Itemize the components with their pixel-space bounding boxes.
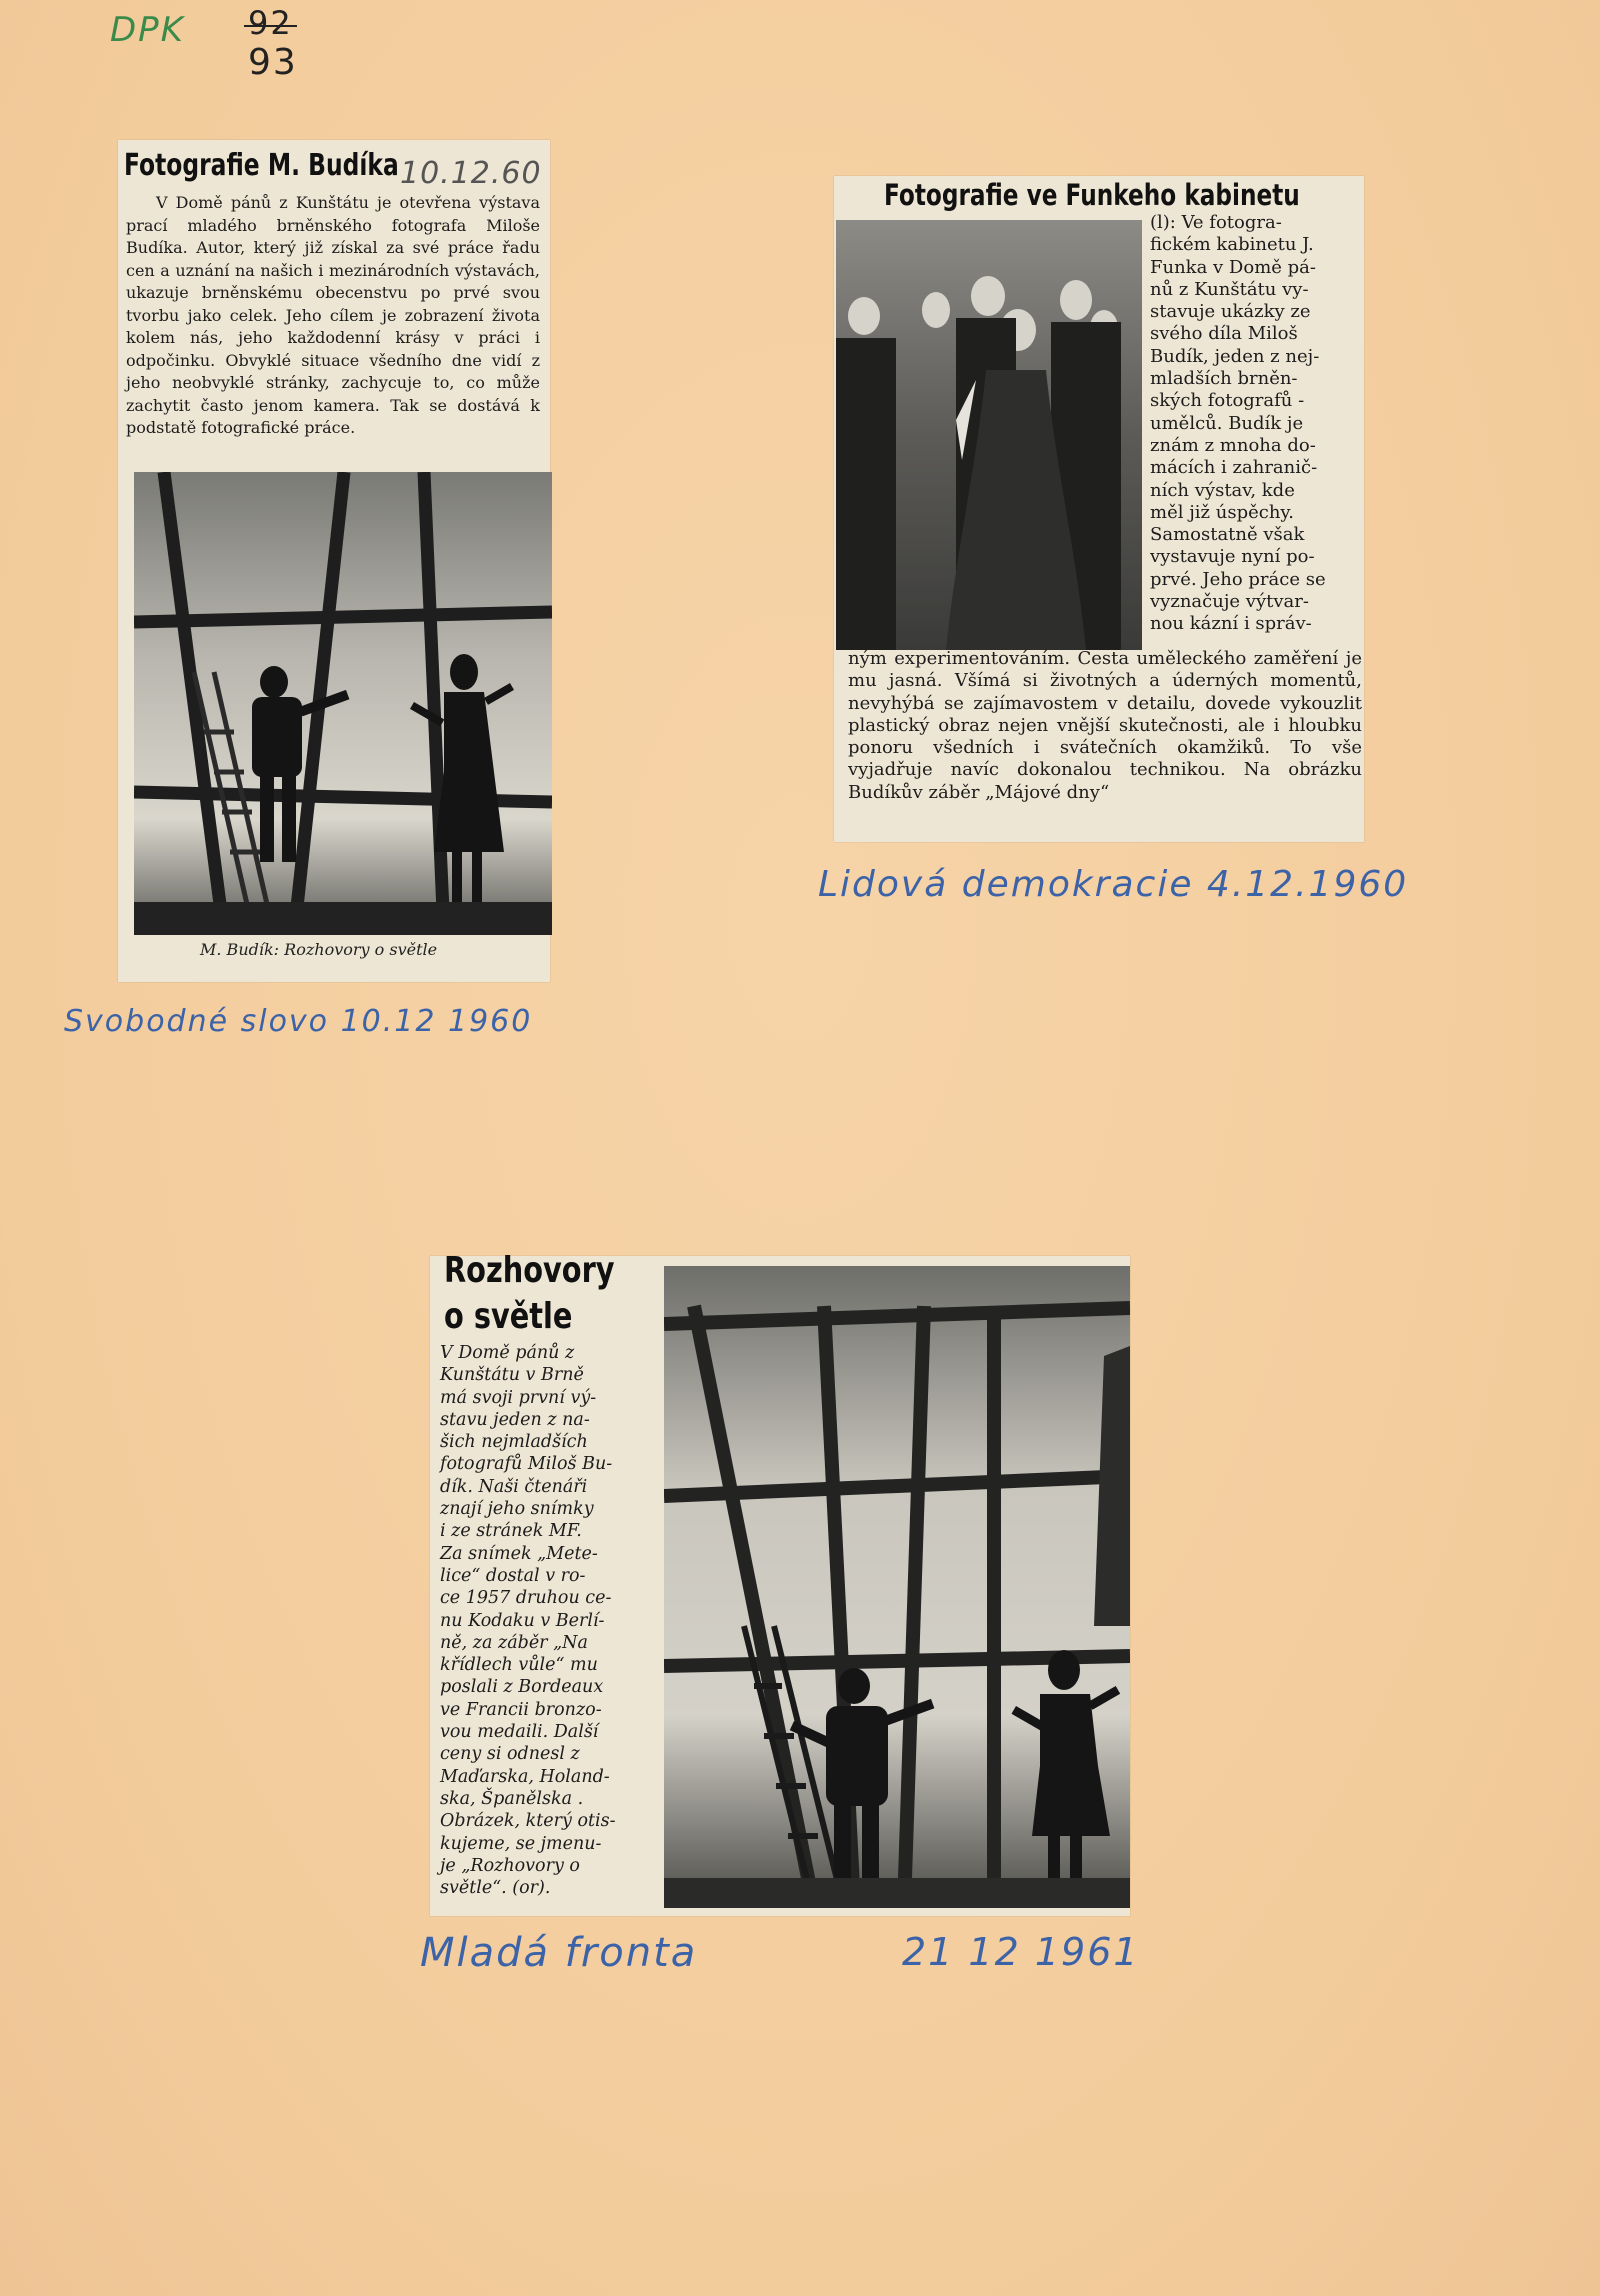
clipping-1-photo <box>134 472 552 935</box>
clipping-3-line: ceny si odnesl z <box>440 1744 580 1765</box>
clipping-3-line: Maďarska, Holand- <box>440 1766 610 1787</box>
clipping-2-line: prvé. Jeho práce se <box>1150 568 1326 590</box>
archive-old-number: 92 <box>248 4 293 42</box>
clipping-3-line: má svoji první vý- <box>440 1387 597 1408</box>
clipping-3-line: křídlech vůle“ mu <box>440 1655 598 1676</box>
clipping-3-line: ska, Španělska . <box>440 1788 584 1809</box>
clipping-1-headline: Fotografie M. Budíka <box>124 148 399 183</box>
archive-new-number: 93 <box>248 42 298 83</box>
clipping-2-line: vystavuje nyní po- <box>1150 546 1315 568</box>
clipping-2-paragraph-wide: ným experimentováním. Cesta uměleckého zaměření je mu jasná. Všímá si životných a úderných momentů, nevyhýbá se zajímavostem v detailu, dovede vykouzlit plastický obraz nejen vnější skutečnosti, ale i hloubku ponoru všedních i svátečních okamžiků. To vše vyjadřuje navíc dokonalou technikou. Na obrázku Budíkův záběr „Májové dny“ <box>848 648 1362 803</box>
clipping-3-line: šich nejmladších <box>440 1432 588 1453</box>
clipping-2-line: stavuje ukázky ze <box>1150 301 1311 323</box>
clipping-3-line: lice“ dostal v ro- <box>440 1565 586 1586</box>
clipping-3-line: světle“. (or). <box>440 1878 551 1899</box>
clipping-1-photo-caption: M. Budík: Rozhovory o světle <box>200 940 438 959</box>
clipping-2-line: (l): Ve fotogra- <box>1150 212 1282 233</box>
clipping-3-line: Obrázek, který otis- <box>440 1811 616 1832</box>
archive-code: DPK <box>110 10 185 50</box>
clipping-2-line: mladších brněn- <box>1150 368 1298 390</box>
clipping-1-handwritten-date: 10.12.60 <box>400 156 542 191</box>
clipping-3-line: kujeme, se jmenu- <box>440 1833 602 1854</box>
clipping-2-line: umělců. Budík je <box>1150 412 1304 434</box>
clipping-2-line: Funka v Domě pá- <box>1150 256 1316 278</box>
clipping-3-line: ně, za záběr „Na <box>440 1632 588 1653</box>
clipping-3-headline-line-1: Rozhovory <box>444 1250 615 1291</box>
clipping-3-line: i ze stránek MF. <box>440 1521 582 1542</box>
clipping-2-line: Budík, jeden z nej- <box>1150 345 1320 367</box>
clipping-2-line: ských fotografů - <box>1150 390 1305 412</box>
clipping-3-line: Kunštátu v Brně <box>440 1365 584 1386</box>
clipping-2-line: měl již úspěchy. <box>1150 501 1294 523</box>
clipping-3-line: Za snímek „Mete- <box>440 1543 598 1564</box>
clipping-2-line: znám z mnoha do- <box>1150 434 1316 456</box>
clipping-3-line: vou medaili. Další <box>440 1722 599 1743</box>
clipping-3-source-date: 21 12 1961 <box>902 1930 1140 1974</box>
clipping-3-line: stavu jeden z na- <box>440 1409 590 1430</box>
clipping-3-line: je „Rozhovory o <box>440 1855 580 1876</box>
clipping-2-line: ních výstav, kde <box>1150 479 1295 501</box>
clipping-1-paragraph: V Domě pánů z Kunštátu je otevřena výstava prací mladého brněnského fotografa Miloše Budíka. Autor, který již získal za své práce řadu cen a uznání na našich i mezinárodních výstavách, ukazuje brněnskému obecenstvu po prvé svou tvorbu jako celek. Jeho cílem je zobrazení života kolem nás, jeho každodenní krásy v práci i odpočinku. Obvyklé situace všedního dne vidí z jeho neobvyklé stránky, zachycuje to, co může zachytit často jenom kamera. Tak se dostává k podstatě fotografické práce. <box>126 193 540 437</box>
clipping-2-line: nů z Kunštátu vy- <box>1150 278 1309 300</box>
clipping-2-line: Samostatně však <box>1150 524 1305 546</box>
clipping-2-line: mácích i zahranič- <box>1150 457 1318 479</box>
clipping-2-line: svého díla Miloš <box>1150 323 1298 345</box>
clipping-2-line: vyznačuje výtvar- <box>1150 591 1309 613</box>
clipping-3-line: nu Kodaku v Berlí- <box>440 1610 605 1631</box>
clipping-3-headline-line-2: o světle <box>444 1296 573 1337</box>
clipping-2-photo <box>836 220 1142 650</box>
clipping-2-paragraph-column <box>1150 212 1360 636</box>
clipping-1-source-note: Svobodné slovo 10.12 1960 <box>64 1004 533 1039</box>
clipping-3-paragraph <box>440 1342 646 1899</box>
clipping-3-line: znají jeho snímky <box>440 1499 594 1520</box>
clipping-3-photo <box>664 1266 1130 1908</box>
clipping-3-line: V Domě pánů z <box>440 1343 575 1363</box>
clipping-3-line: ce 1957 druhou ce- <box>440 1588 612 1609</box>
clipping-2-line: nou kázní i správ- <box>1150 613 1312 635</box>
clipping-3-line: poslali z Bordeaux <box>440 1677 604 1698</box>
clipping-2-line: fickém kabinetu J. <box>1150 234 1314 256</box>
clipping-3-line: dík. Naši čtenáři <box>440 1476 588 1497</box>
clipping-2-headline: Fotografie ve Funkeho kabinetu <box>884 178 1300 212</box>
clipping-3-source-note: Mladá fronta <box>420 1930 698 1976</box>
clipping-3-line: ve Francii bronzo- <box>440 1699 602 1720</box>
clipping-2-source-note: Lidová demokracie 4.12.1960 <box>818 864 1409 905</box>
clipping-3-line: fotografů Miloš Bu- <box>440 1454 613 1475</box>
